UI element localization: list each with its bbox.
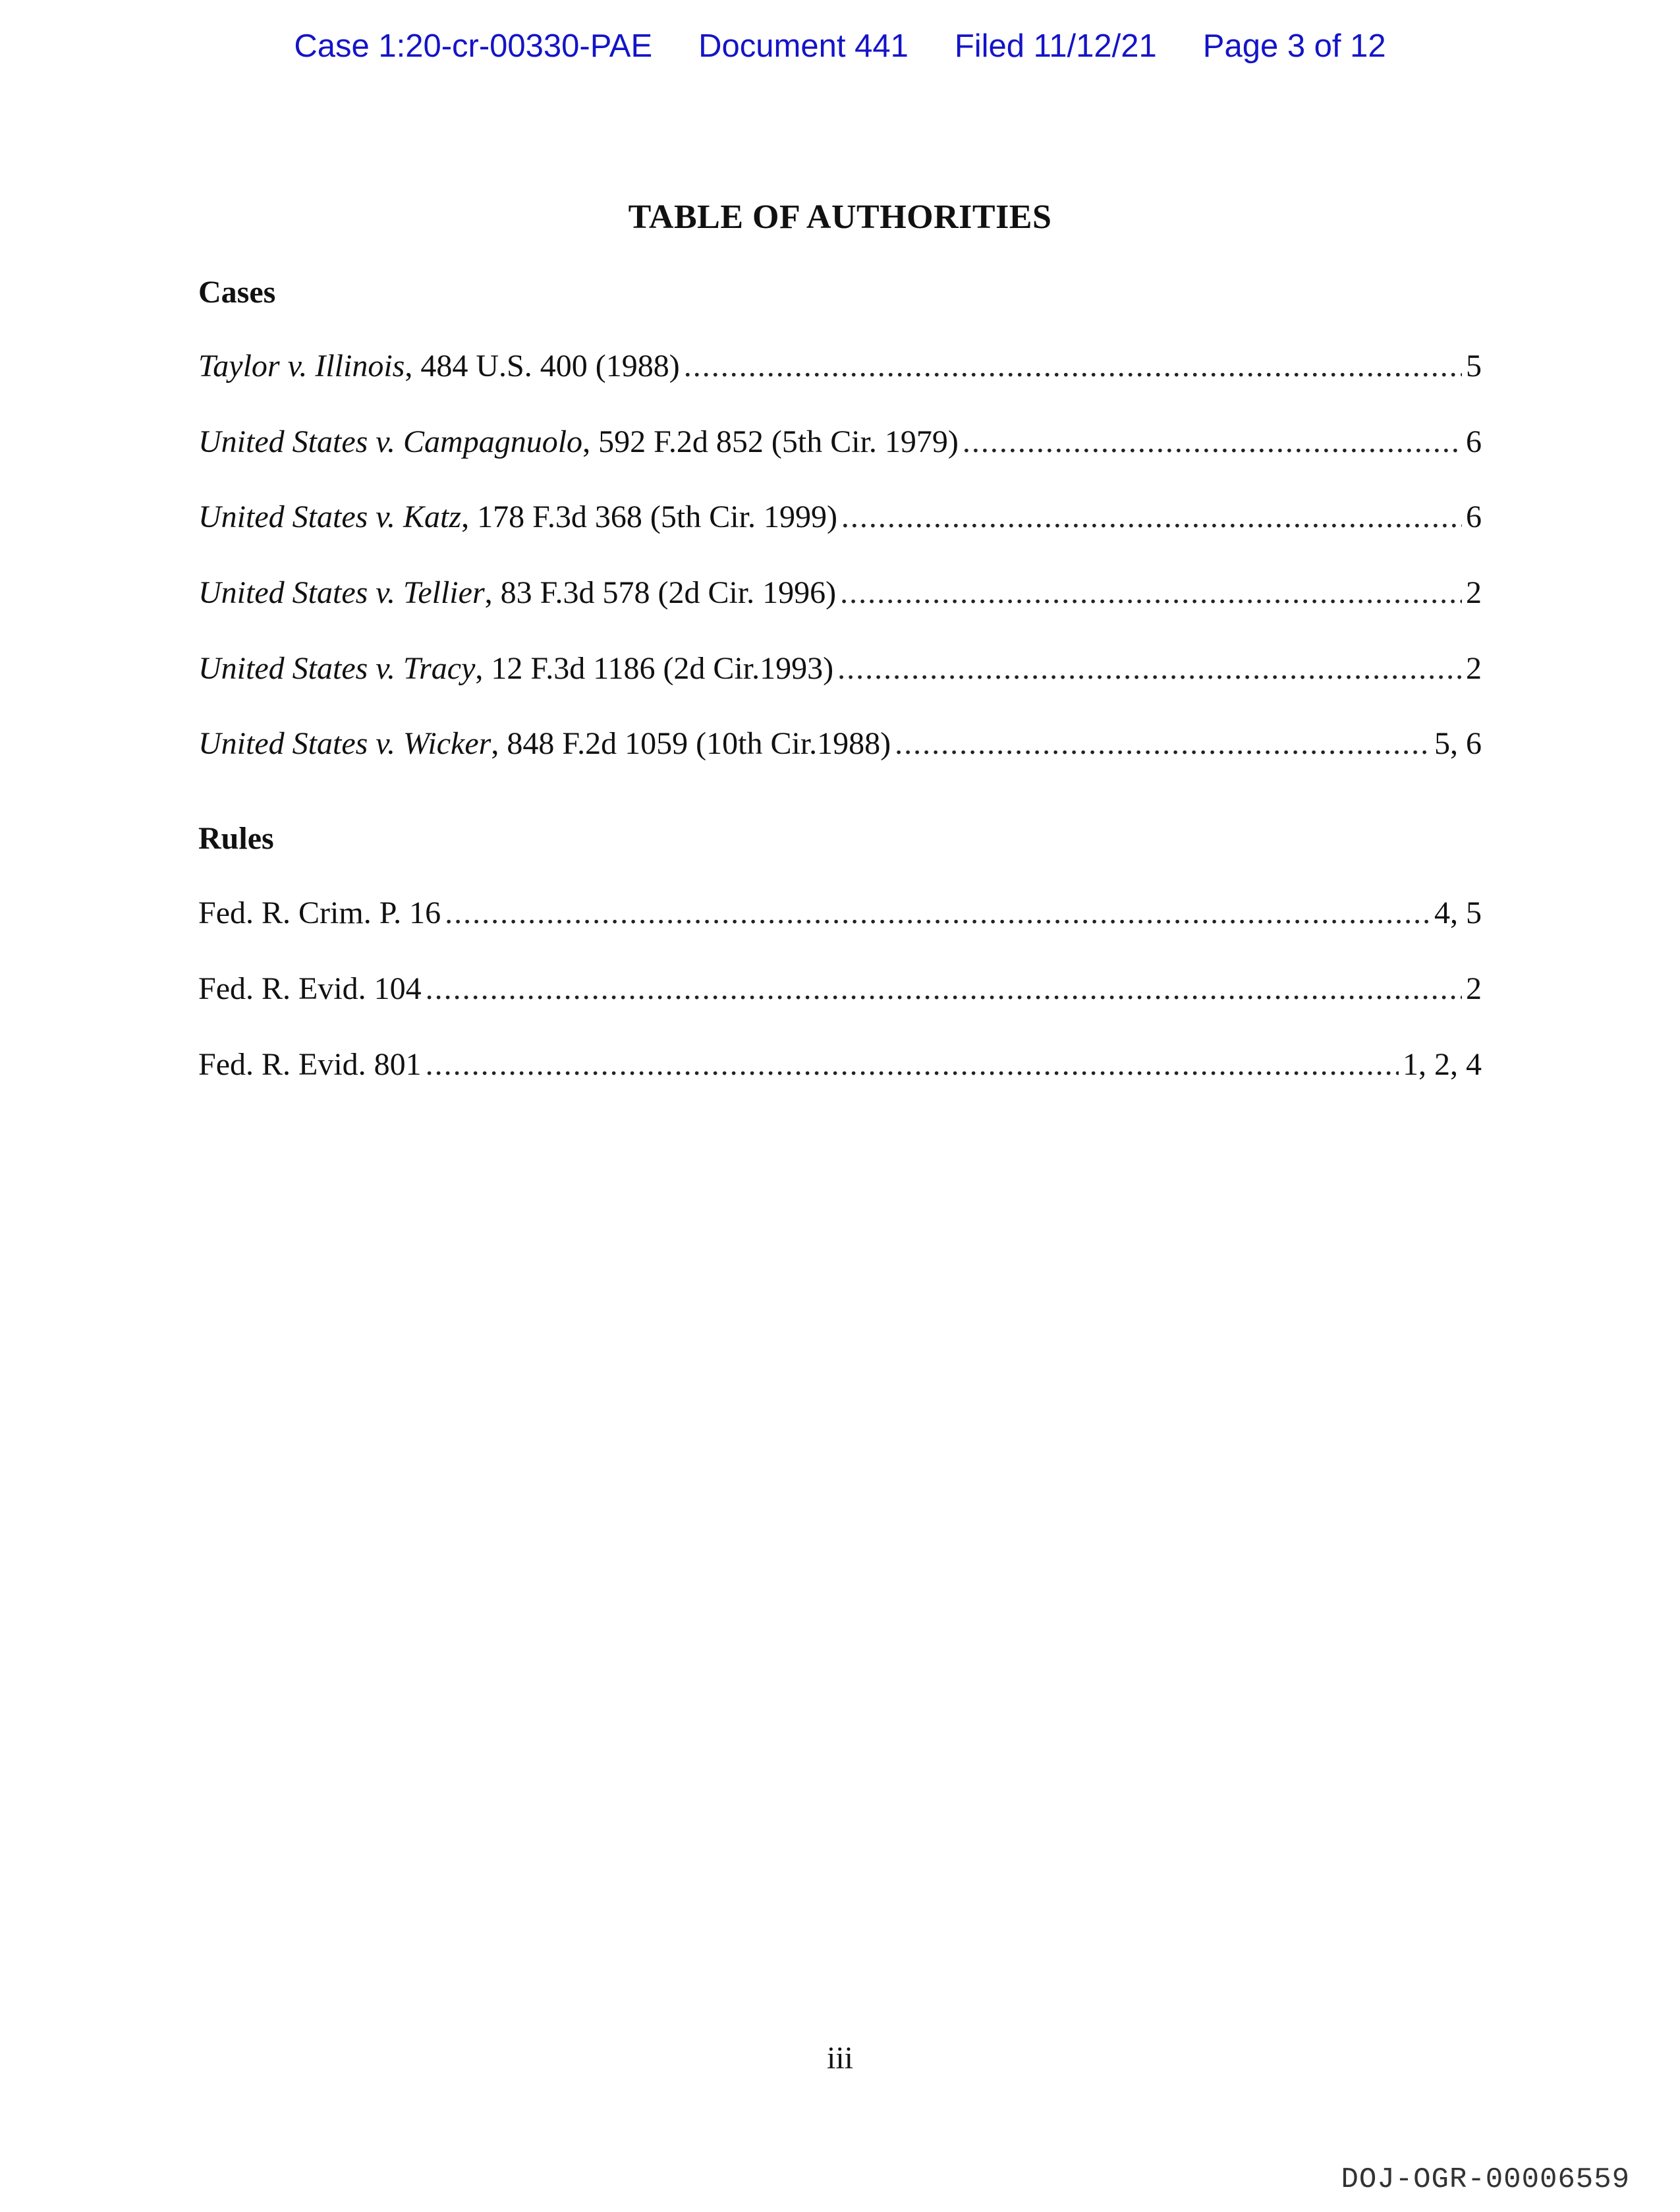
page-reference: 5, 6 <box>1434 726 1482 761</box>
dot-leader <box>895 725 1430 762</box>
dot-leader <box>963 424 1462 460</box>
page-reference: 6 <box>1466 499 1482 534</box>
ecf-header <box>0 28 1680 65</box>
page-reference: 5 <box>1466 349 1482 383</box>
case-name: United States v. Tellier <box>198 575 485 610</box>
case-name: Taylor v. Illinois <box>198 349 405 383</box>
rules-heading: Rules <box>198 821 274 856</box>
rule-citation: Fed. R. Evid. 801 <box>198 1047 422 1082</box>
case-entry <box>198 650 1482 687</box>
dot-leader <box>684 348 1462 384</box>
case-entry <box>198 499 1482 535</box>
ecf-filed-date: Filed 11/12/21 <box>954 28 1157 64</box>
dot-leader <box>426 1046 1399 1083</box>
case-citation: , 848 F.2d 1059 (10th Cir.1988) <box>491 726 891 761</box>
ecf-document-number: Document 441 <box>698 28 909 64</box>
rule-citation: Fed. R. Evid. 104 <box>198 971 422 1006</box>
page-number: iii <box>826 2041 853 2076</box>
case-name: United States v. Katz <box>198 499 462 534</box>
rule-citation: Fed. R. Crim. P. 16 <box>198 895 441 930</box>
cases-heading: Cases <box>198 275 276 310</box>
page-title: TABLE OF AUTHORITIES <box>628 198 1052 236</box>
page-reference: 6 <box>1466 424 1482 459</box>
rule-entry <box>198 971 1482 1007</box>
case-citation: , 484 U.S. 400 (1988) <box>405 349 680 383</box>
case-citation: , 83 F.3d 578 (2d Cir. 1996) <box>484 575 837 610</box>
bates-number: DOJ-OGR-00006559 <box>1341 2163 1630 2196</box>
dot-leader <box>426 971 1462 1007</box>
page-reference: 2 <box>1466 971 1482 1006</box>
ecf-case-number: Case 1:20-cr-00330-PAE <box>294 28 653 64</box>
page-reference: 1, 2, 4 <box>1403 1047 1482 1082</box>
case-citation: , 178 F.3d 368 (5th Cir. 1999) <box>461 499 837 534</box>
case-name: United States v. Campagnuolo <box>198 424 583 459</box>
case-citation: , 592 F.2d 852 (5th Cir. 1979) <box>582 424 959 459</box>
case-name: United States v. Tracy <box>198 651 476 686</box>
rule-entry <box>198 1046 1482 1083</box>
rule-entry <box>198 895 1482 931</box>
case-entry <box>198 575 1482 611</box>
page-reference: 2 <box>1466 651 1482 686</box>
case-entry <box>198 725 1482 762</box>
dot-leader <box>837 650 1462 687</box>
dot-leader <box>445 895 1430 931</box>
dot-leader <box>840 575 1462 611</box>
dot-leader <box>841 499 1462 535</box>
case-name: United States v. Wicker <box>198 726 491 761</box>
page-reference: 2 <box>1466 575 1482 610</box>
case-citation: , 12 F.3d 1186 (2d Cir.1993) <box>475 651 834 686</box>
case-entry <box>198 424 1482 460</box>
ecf-page-count: Page 3 of 12 <box>1202 28 1386 64</box>
page-reference: 4, 5 <box>1434 895 1482 930</box>
case-entry <box>198 348 1482 384</box>
